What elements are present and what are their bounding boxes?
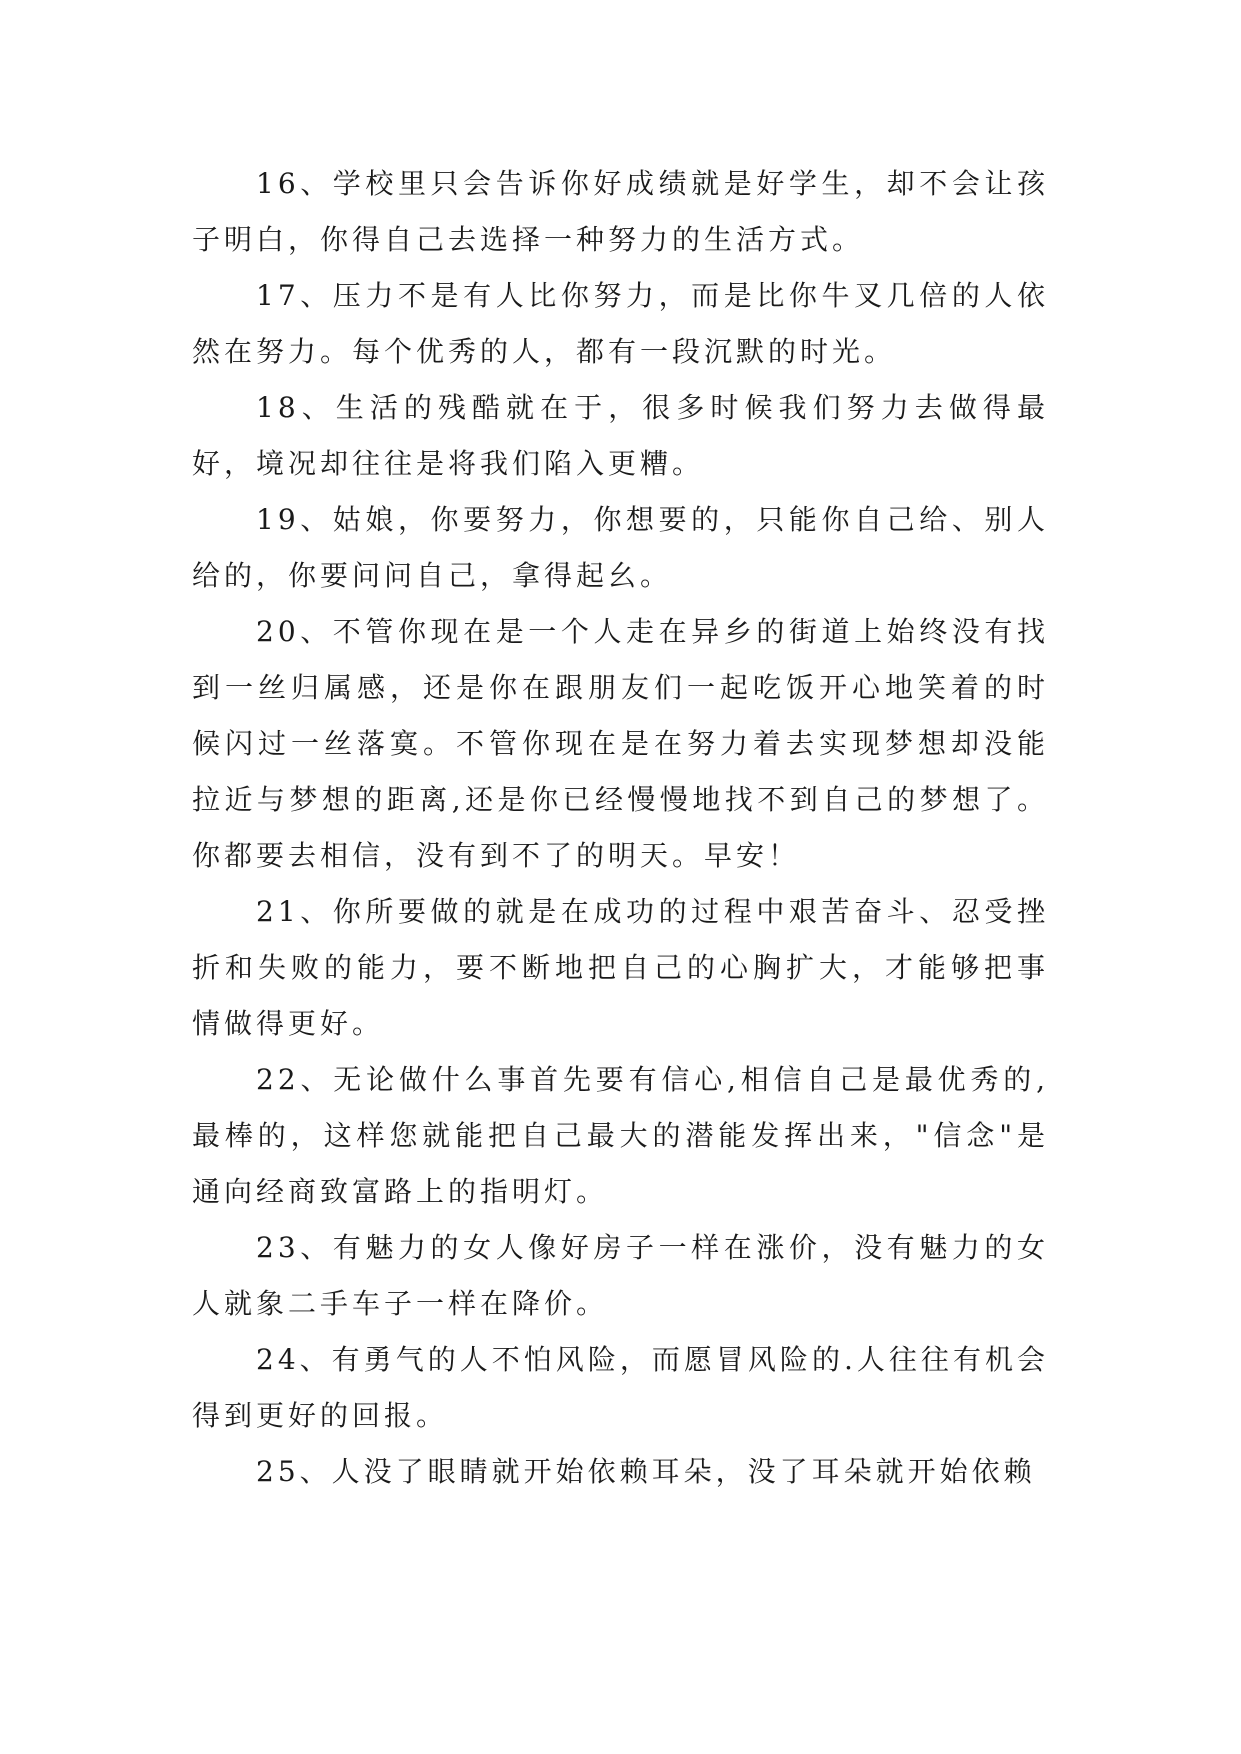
- paragraph-25: 25、人没了眼睛就开始依赖耳朵，没了耳朵就开始依赖: [256, 1455, 1036, 1488]
- paragraph-18: 18、生活的残酷就在于，很多时候我们努力去做得最好，境况却往往是将我们陷入更糟。: [192, 391, 1049, 480]
- paragraph-20: 20、不管你现在是一个人走在异乡的街道上始终没有找到一丝归属感，还是你在跟朋友们一起吃饭开心地笑着的时候闪过一丝落寞。不管你现在是在努力着去实现梦想却没能拉近与梦想的距离,还是你已经慢慢地找不到自己的梦想了。你都要去相信，没有到不了的明天。早安！: [192, 615, 1049, 872]
- paragraph-24: 24、有勇气的人不怕风险，而愿冒风险的.人往往有机会得到更好的回报。: [192, 1343, 1049, 1432]
- paragraph-17: 17、压力不是有人比你努力，而是比你牛叉几倍的人依然在努力。每个优秀的人，都有一段沉默的时光。: [192, 279, 1049, 368]
- paragraph-21: 21、你所要做的就是在成功的过程中艰苦奋斗、忍受挫折和失败的能力，要不断地把自己的心胸扩大，才能够把事情做得更好。: [192, 895, 1049, 1040]
- paragraph-23: 23、有魅力的女人像好房子一样在涨价，没有魅力的女人就象二手车子一样在降价。: [192, 1231, 1049, 1320]
- paragraph-16: 16、学校里只会告诉你好成绩就是好学生，却不会让孩子明白，你得自己去选择一种努力的生活方式。: [192, 167, 1049, 256]
- document-body: [192, 156, 1049, 1500]
- paragraph-19: 19、姑娘，你要努力，你想要的，只能你自己给、别人给的，你要问问自己，拿得起幺。: [192, 503, 1049, 592]
- paragraph-22: 22、无论做什么事首先要有信心,相信自己是最优秀的,最棒的，这样您就能把自己最大的潜能发挥出来，"信念"是通向经商致富路上的指明灯。: [192, 1063, 1049, 1208]
